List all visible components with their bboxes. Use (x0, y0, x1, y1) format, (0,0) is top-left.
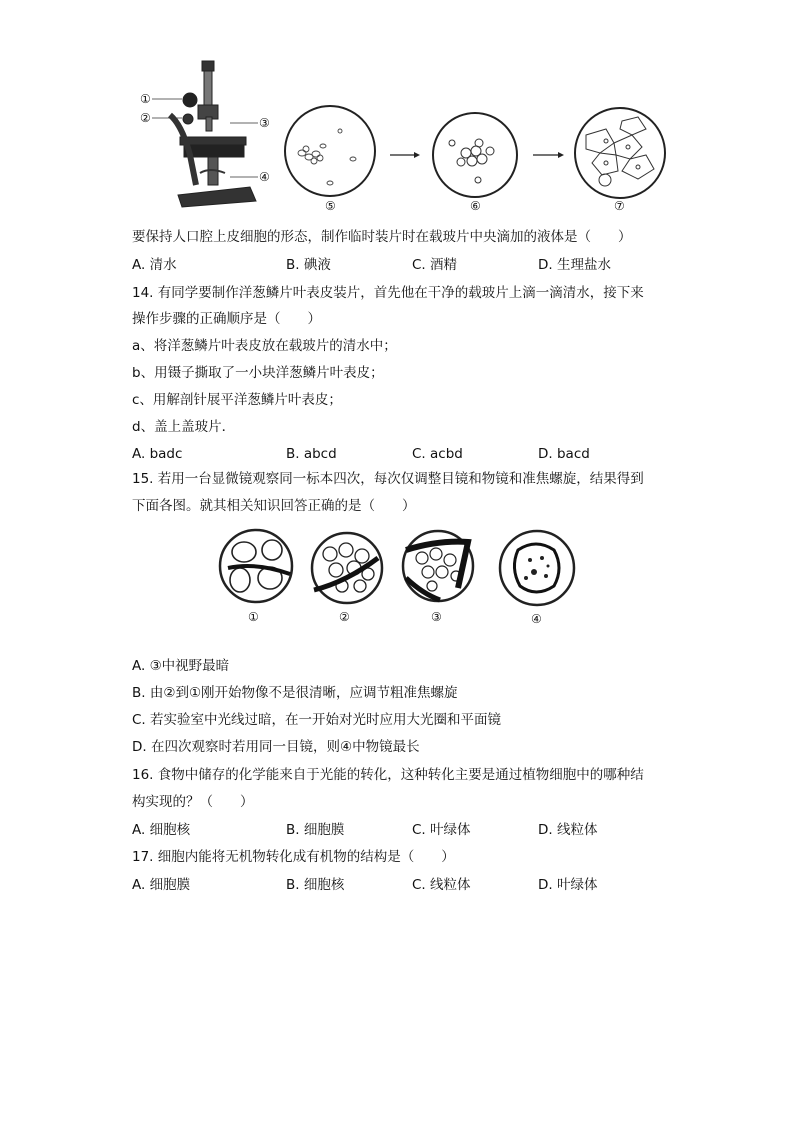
q13-option-c[interactable]: C. 酒精 (412, 257, 458, 273)
view-label-4: ④ (531, 612, 542, 626)
q14-stem-line2: 操作步骤的正确顺序是（ ） (132, 311, 321, 327)
view-5-circle (285, 106, 375, 196)
q14-step-d: d、盖上盖玻片． (132, 419, 236, 435)
q16-stem-line1: 16. 食物中储存的化学能来自于光能的转化，这种转化主要是通过植物细胞中的哪种结 (132, 767, 644, 783)
q13-option-a[interactable]: A. 清水 (132, 257, 177, 273)
microscope-diagram (130, 55, 670, 220)
q15-option-d[interactable]: D. 在四次观察时若用同一目镜，则④中物镜最长 (132, 739, 420, 755)
figure-four-views (218, 528, 588, 628)
q15-option-b[interactable]: B. 由②到①刚开始物像不是很清晰，应调节粗准焦螺旋 (132, 685, 458, 701)
label-6: ⑥ (470, 199, 481, 213)
label-3: ③ (259, 116, 270, 130)
q16-option-d[interactable]: D. 线粒体 (538, 822, 598, 838)
view-circle-1 (220, 530, 292, 602)
q17-option-d[interactable]: D. 叶绿体 (538, 877, 598, 893)
q16-stem-line2: 构实现的？（ ） (132, 794, 254, 810)
q14-option-d[interactable]: D. bacd (538, 446, 590, 462)
view-6-circle (433, 113, 517, 197)
q15-stem-line1: 15. 若用一台显微镜观察同一标本四次，每次仅调整目镜和物镜和准焦螺旋，结果得到 (132, 471, 644, 487)
q14-step-a: a、将洋葱鳞片叶表皮放在载玻片的清水中； (132, 338, 397, 354)
microscope-icon (170, 61, 256, 207)
view-label-3: ③ (431, 610, 442, 624)
label-1: ① (140, 92, 151, 106)
view-circle-3 (403, 531, 473, 601)
q16-option-b[interactable]: B. 细胞膜 (286, 822, 345, 838)
q16-option-c[interactable]: C. 叶绿体 (412, 822, 471, 838)
q15-option-a[interactable]: A. ③中视野最暗 (132, 658, 230, 674)
q17-option-b[interactable]: B. 细胞核 (286, 877, 345, 893)
q13-option-b[interactable]: B. 碘液 (286, 257, 331, 273)
view-circle-4 (500, 531, 574, 605)
label-7: ⑦ (614, 199, 625, 213)
q14-stem-line1: 14. 有同学要制作洋葱鳞片叶表皮装片，首先他在干净的载玻片上滴一滴清水，接下来 (132, 285, 644, 301)
label-2: ② (140, 111, 151, 125)
figure-microscope-and-views (130, 55, 670, 220)
q14-option-c[interactable]: C. acbd (412, 446, 463, 462)
view-circle-2 (312, 533, 382, 603)
q14-step-c: c、用解剖针展平洋葱鳞片叶表皮； (132, 392, 342, 408)
q14-option-a[interactable]: A. badc (132, 446, 183, 462)
q17-stem: 17. 细胞内能将无机物转化成有机物的结构是（ ） (132, 849, 455, 865)
label-5: ⑤ (325, 199, 336, 213)
q13-option-d[interactable]: D. 生理盐水 (538, 257, 611, 273)
view-7-circle (575, 108, 665, 198)
q14-option-b[interactable]: B. abcd (286, 446, 337, 462)
view-label-2: ② (339, 610, 350, 624)
q16-option-a[interactable]: A. 细胞核 (132, 822, 191, 838)
q13-stem: 要保持人口腔上皮细胞的形态，制作临时装片时在载玻片中央滴加的液体是（ ） (132, 229, 632, 245)
q14-step-b: b、用镊子撕取了一小块洋葱鳞片叶表皮； (132, 365, 384, 381)
label-4: ④ (259, 170, 270, 184)
q17-option-c[interactable]: C. 线粒体 (412, 877, 471, 893)
q15-stem-line2: 下面各图。就其相关知识回答正确的是（ ） (132, 498, 416, 514)
q17-option-a[interactable]: A. 细胞膜 (132, 877, 191, 893)
view-label-1: ① (248, 610, 259, 624)
q15-option-c[interactable]: C. 若实验室中光线过暗，在一开始对光时应用大光圈和平面镜 (132, 712, 502, 728)
